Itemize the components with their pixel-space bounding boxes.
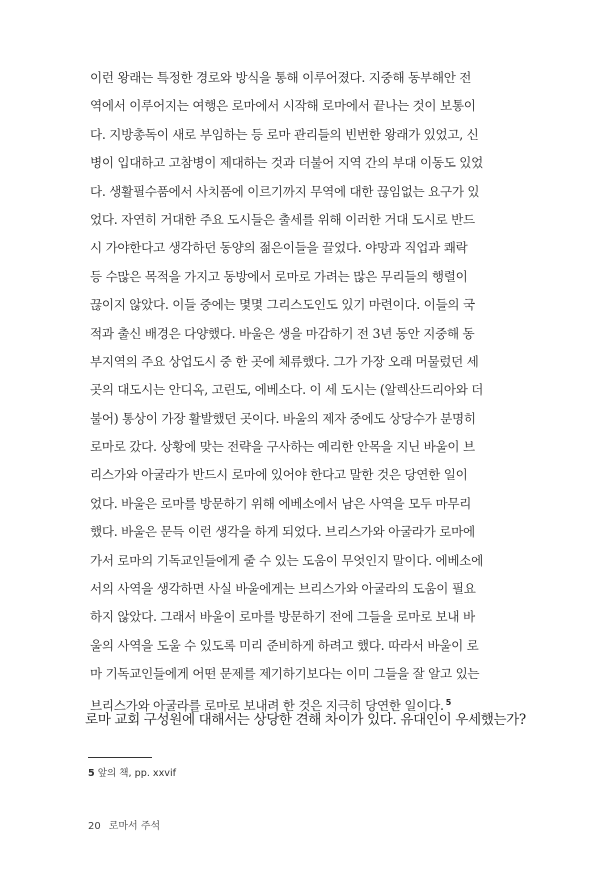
text-line: 적과 출신 배경은 다양했다. 바울은 생을 마감하기 전 3년 동안 지중해 동 bbox=[90, 325, 475, 341]
text-line: 었다. 바울은 로마를 방문하기 위해 에베소에서 남은 사역을 모두 마무리 bbox=[90, 495, 472, 511]
text-line: 등 수많은 목적을 가지고 동방에서 로마로 가려는 많은 무리들의 행렬이 bbox=[90, 268, 468, 284]
text-line: 시 가야한다고 생각하던 동양의 젊은이들을 끌었다. 야망과 직업과 쾌락 bbox=[90, 240, 468, 256]
page-number: 20 bbox=[88, 821, 101, 832]
footnote bbox=[88, 765, 176, 779]
text-line: 역에서 이루어지는 여행은 로마에서 시작해 로마에서 끝나는 것이 보통이 bbox=[90, 98, 476, 114]
text-line: 마 기독교인들에게 어떤 문제를 제기하기보다는 이미 그들을 잘 알고 있는 bbox=[90, 666, 480, 682]
body-paragraph bbox=[90, 64, 516, 717]
text-line: 불어) 통상이 가장 활발했던 곳이다. 바울의 제자 중에도 상당수가 분명히 bbox=[90, 410, 476, 426]
text-line: 다. 지방총독이 새로 부임하는 등 로마 관리들의 빈번한 왕래가 있었고, 신 bbox=[90, 126, 479, 142]
text-line: 병이 입대하고 고참병이 제대하는 것과 더불어 지역 간의 부대 이동도 있었 bbox=[90, 155, 483, 171]
footnote-marker[interactable]: 5 bbox=[445, 697, 451, 707]
section-question: 로마 교회 구성원에 대해서는 상당한 견해 차이가 있다. 유대인이 우세했는가? bbox=[85, 712, 526, 728]
page-footer bbox=[88, 817, 160, 832]
footnote-divider bbox=[88, 757, 152, 758]
text-line: 로마로 갔다. 상황에 맞는 전략을 구사하는 예리한 안목을 지닌 바울이 브 bbox=[90, 439, 475, 455]
text-line: 부지역의 주요 상업도시 중 한 곳에 체류했다. 그가 가장 오래 머물렀던 세 bbox=[90, 353, 479, 369]
footnote-text: 앞의 책, pp. xxvif bbox=[97, 768, 176, 779]
text-line: 다. 생활필수품에서 사치품에 이르기까지 무역에 대한 끊임없는 요구가 있 bbox=[90, 183, 480, 199]
footnote-number: 5 bbox=[88, 768, 95, 779]
text-line: 했다. 바울은 문득 이런 생각을 하게 되었다. 브리스가와 아굴라가 로마에 bbox=[90, 524, 475, 540]
text-line: 끊이지 않았다. 이들 중에는 몇몇 그리스도인도 있기 마련이다. 이들의 국 bbox=[90, 297, 475, 313]
running-title: 로마서 주석 bbox=[108, 821, 161, 832]
text-line: 가서 로마의 기독교인들에게 줄 수 있는 도움이 무엇인지 말이다. 에베소에 bbox=[90, 552, 483, 568]
text-line: 었다. 자연히 거대한 주요 도시들은 출세를 위해 이러한 거대 도시로 반드 bbox=[90, 211, 475, 227]
text-line: 곳의 대도시는 안디옥, 고린도, 에베소다. 이 세 도시는 (알렉산드리아와 더 bbox=[90, 382, 484, 398]
text-line-content: 브리스가와 아굴라를 로마로 보내려 한 것은 지극히 당연한 일이다. bbox=[90, 697, 444, 713]
text-line: 리스가와 아굴라가 반드시 로마에 있어야 한다고 말한 것은 당연한 일이 bbox=[90, 467, 468, 483]
text-line: 이런 왕래는 특정한 경로와 방식을 통해 이루어졌다. 지중해 동부해안 전 bbox=[90, 70, 472, 85]
text-line: 서의 사역을 생각하면 사실 바울에게는 브리스가와 아굴라의 도움이 필요 bbox=[90, 581, 476, 597]
text-line: 하지 않았다. 그래서 바울이 로마를 방문하기 전에 그들을 로마로 보내 바 bbox=[90, 609, 475, 625]
text-line: 울의 사역을 도울 수 있도록 미리 준비하게 하려고 했다. 따라서 바울이 로 bbox=[90, 637, 479, 653]
